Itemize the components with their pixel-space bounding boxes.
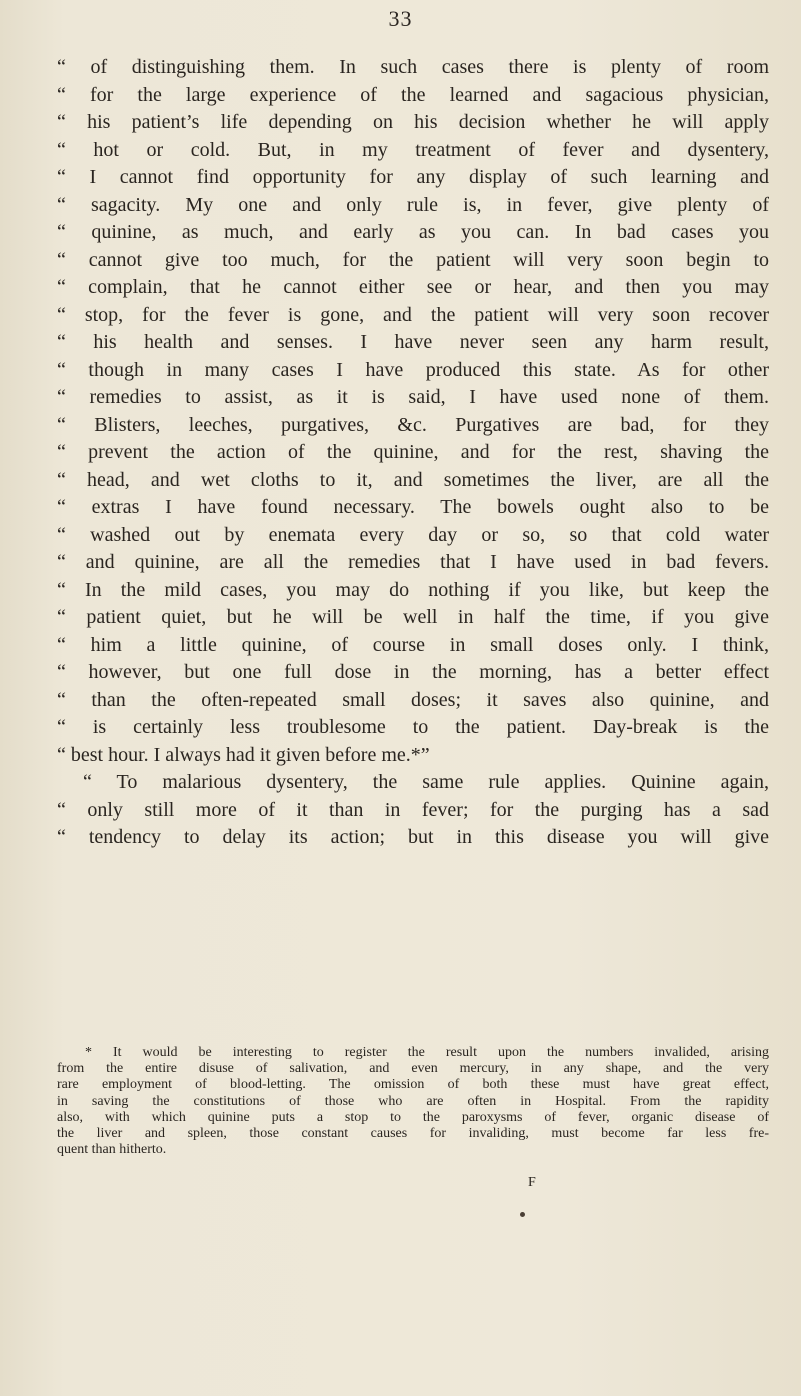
text-line: “ remedies to assist, as it is said, I have used none of them. <box>57 386 769 408</box>
footnote-line: * It would be interesting to register the result upon the numbers invalided, arising <box>85 1045 769 1060</box>
text-line: “ is certainly less troublesome to the patient. Day-break is the <box>57 716 769 738</box>
main-text <box>57 54 769 852</box>
text-line: “ patient quiet, but he will be well in half the time, if you give <box>57 606 769 628</box>
text-line: “ complain, that he cannot either see or hear, and then you may <box>57 276 769 298</box>
text-line: “ best hour. I always had it given before me.*” <box>57 743 430 766</box>
text-line: “ Blisters, leeches, purgatives, &c. Purgatives are bad, for they <box>57 413 769 436</box>
text-line: “ hot or cold. But, in my treatment of fever and dysentery, <box>57 138 769 161</box>
text-line: “ head, and wet cloths to it, and sometimes the liver, are all the <box>57 468 769 491</box>
text-line: “ To malarious dysentery, the same rule applies. Quinine again, <box>83 771 769 793</box>
text-line: “ washed out by enemata every day or so, so that cold water <box>57 523 769 546</box>
text-line: “ for the large experience of the learned and sagacious physician, <box>57 83 769 106</box>
text-line: “ his health and senses. I have never seen any harm result, <box>57 331 769 353</box>
text-line: “ than the often-repeated small doses; it saves also quinine, and <box>57 688 769 711</box>
text-line: “ sagacity. My one and only rule is, in fever, give plenty of <box>57 193 769 216</box>
text-line: “ extras I have found necessary. The bowels ought also to be <box>57 496 769 518</box>
text-line: “ though in many cases I have produced this state. As for other <box>57 358 769 381</box>
footnote-line: rare employment of blood-letting. The omission of both these must have great effect, <box>57 1077 769 1093</box>
footnote-line: the liver and spleen, those constant causes for invaliding, must become far less fre- <box>57 1125 769 1141</box>
ink-speck <box>520 1212 525 1217</box>
text-line: “ cannot give too much, for the patient will very soon begin to <box>57 248 769 271</box>
text-line: “ I cannot find opportunity for any display of such learning and <box>57 166 769 188</box>
text-line: “ only still more of it than in fever; for the purging has a sad <box>57 798 769 821</box>
text-line: “ his patient’s life depending on his decision whether he will apply <box>57 111 769 133</box>
footnote <box>57 1045 769 1158</box>
text-line: “ of distinguishing them. In such cases there is plenty of room <box>57 56 769 78</box>
signature-mark: F <box>528 1175 536 1190</box>
text-line: “ In the mild cases, you may do nothing if you like, but keep the <box>57 578 769 601</box>
footnote-line: quent than hitherto. <box>57 1142 167 1158</box>
text-line: “ however, but one full dose in the morning, has a better effect <box>57 661 769 683</box>
text-line: “ and quinine, are all the remedies that I have used in bad fevers. <box>57 551 769 573</box>
footnote-line: from the entire disuse of salivation, and even mercury, in any shape, and the very <box>57 1061 769 1077</box>
text-line: “ stop, for the fever is gone, and the patient will very soon recover <box>57 303 769 326</box>
page-number: 33 <box>388 6 413 31</box>
text-line: “ quinine, as much, and early as you can. In bad cases you <box>57 221 769 243</box>
text-line: “ tendency to delay its action; but in this disease you will give <box>57 826 769 848</box>
footnote-line: in saving the constitutions of those who are often in Hospital. From the rapidity <box>57 1093 769 1109</box>
footnote-line: also, with which quinine puts a stop to the paroxysms of fever, organic disease of <box>57 1109 769 1125</box>
text-line: “ him a little quinine, of course in small doses only. I think, <box>57 633 769 656</box>
text-line: “ prevent the action of the quinine, and for the rest, shaving the <box>57 441 769 463</box>
